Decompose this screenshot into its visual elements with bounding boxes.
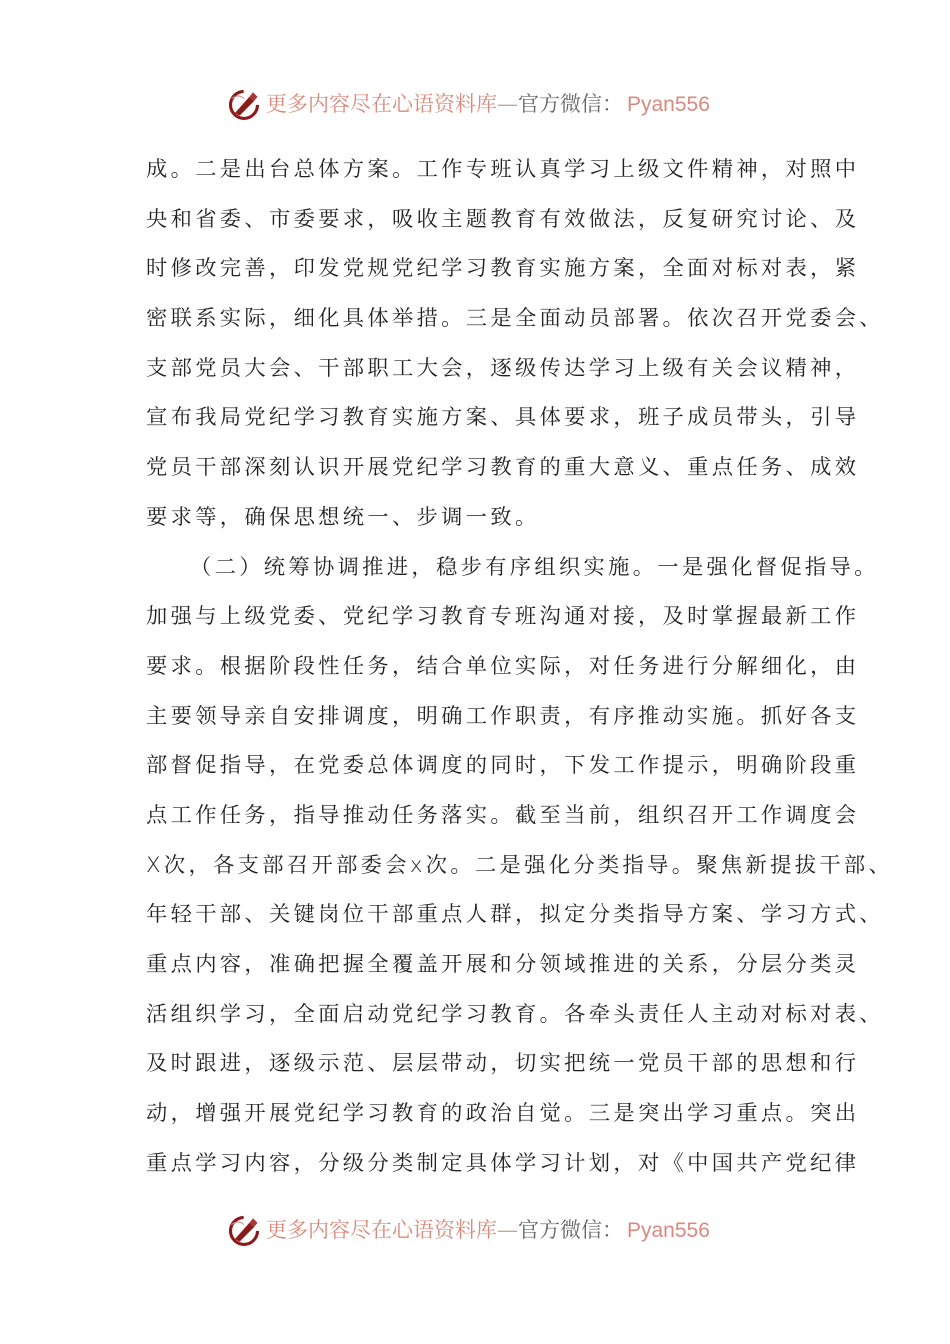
banner-wechat-id: Pyan556 — [627, 92, 710, 116]
banner-text — [266, 84, 710, 125]
paragraph-line: 要求。根据阶段性任务，结合单位实际，对任务进行分解细化，由 — [146, 653, 860, 679]
paragraph-line: 及时跟进，逐级示范、层层带动，切实把统一党员干部的思想和行 — [146, 1051, 860, 1077]
paragraph-line: 重点学习内容，分级分类制定具体学习计划，对《中国共产党纪律 — [146, 1150, 860, 1176]
paragraph-line: X次，各支部召开部委会x次。二是强化分类指导。聚焦新提拔干部、 — [146, 852, 894, 878]
banner-site-name: 更多内容尽在心语资料库 — [266, 1217, 497, 1242]
paragraph-line: 成。二是出台总体方案。工作专班认真学习上级文件精神，对照中 — [146, 157, 860, 182]
paragraph-line: 部督促指导，在党委总体调度的同时，下发工作提示，明确阶段重 — [146, 753, 860, 779]
banner-text — [266, 1210, 710, 1251]
banner-dash: — — [497, 91, 518, 116]
paragraph-line: 活组织学习，全面启动党纪学习教育。各牵头责任人主动对标对表、 — [146, 1001, 884, 1027]
paragraph-line: 密联系实际，细化具体举措。三是全面动员部署。依次召开党委会、 — [146, 306, 884, 332]
paragraph-line: 点工作任务，指导推动任务落实。截至当前，组织召开工作调度会 — [146, 802, 860, 828]
pen-logo-icon — [226, 86, 262, 122]
paragraph-line: 党员干部深刻认识开展党纪学习教育的重大意义、重点任务、成效 — [146, 455, 860, 481]
footer-banner — [226, 1210, 710, 1250]
paragraph-line: 支部党员大会、干部职工大会，逐级传达学习上级有关会议精神， — [146, 355, 860, 381]
paragraph-line: 主要领导亲自安排调度，明确工作职责，有序推动实施。抓好各支 — [146, 703, 860, 729]
banner-wechat-id: Pyan556 — [627, 1218, 710, 1242]
document-body — [146, 150, 894, 1193]
banner-wechat-label: 官方微信： — [518, 1217, 623, 1242]
paragraph-line: 重点内容，准确把握全覆盖开展和分领域推进的关系，分层分类灵 — [146, 952, 860, 977]
banner-dash: — — [497, 1217, 518, 1242]
paragraph-line: 宣布我局党纪学习教育实施方案、具体要求，班子成员带头，引导 — [146, 405, 860, 431]
pen-logo-icon — [226, 1212, 262, 1248]
paragraph-line: 动，增强开展党纪学习教育的政治自觉。三是突出学习重点。突出 — [146, 1101, 860, 1127]
banner-site-name: 更多内容尽在心语资料库 — [266, 91, 497, 116]
section-heading-line: （二）统筹协调推进，稳步有序组织实施。一是强化督促指导。 — [190, 554, 879, 580]
header-banner — [226, 84, 710, 124]
banner-wechat-label: 官方微信： — [518, 91, 623, 116]
paragraph-line: 年轻干部、关键岗位干部重点人群，拟定分类指导方案、学习方式、 — [146, 902, 884, 928]
paragraph-line: 央和省委、市委要求，吸收主题教育有效做法，反复研究讨论、及 — [146, 206, 860, 232]
paragraph-line: 加强与上级党委、党纪学习教育专班沟通对接，及时掌握最新工作 — [146, 604, 860, 630]
paragraph-line: 要求等，确保思想统一、步调一致。 — [146, 504, 540, 530]
paragraph-line: 时修改完善，印发党规党纪学习教育实施方案，全面对标对表，紧 — [146, 256, 860, 282]
